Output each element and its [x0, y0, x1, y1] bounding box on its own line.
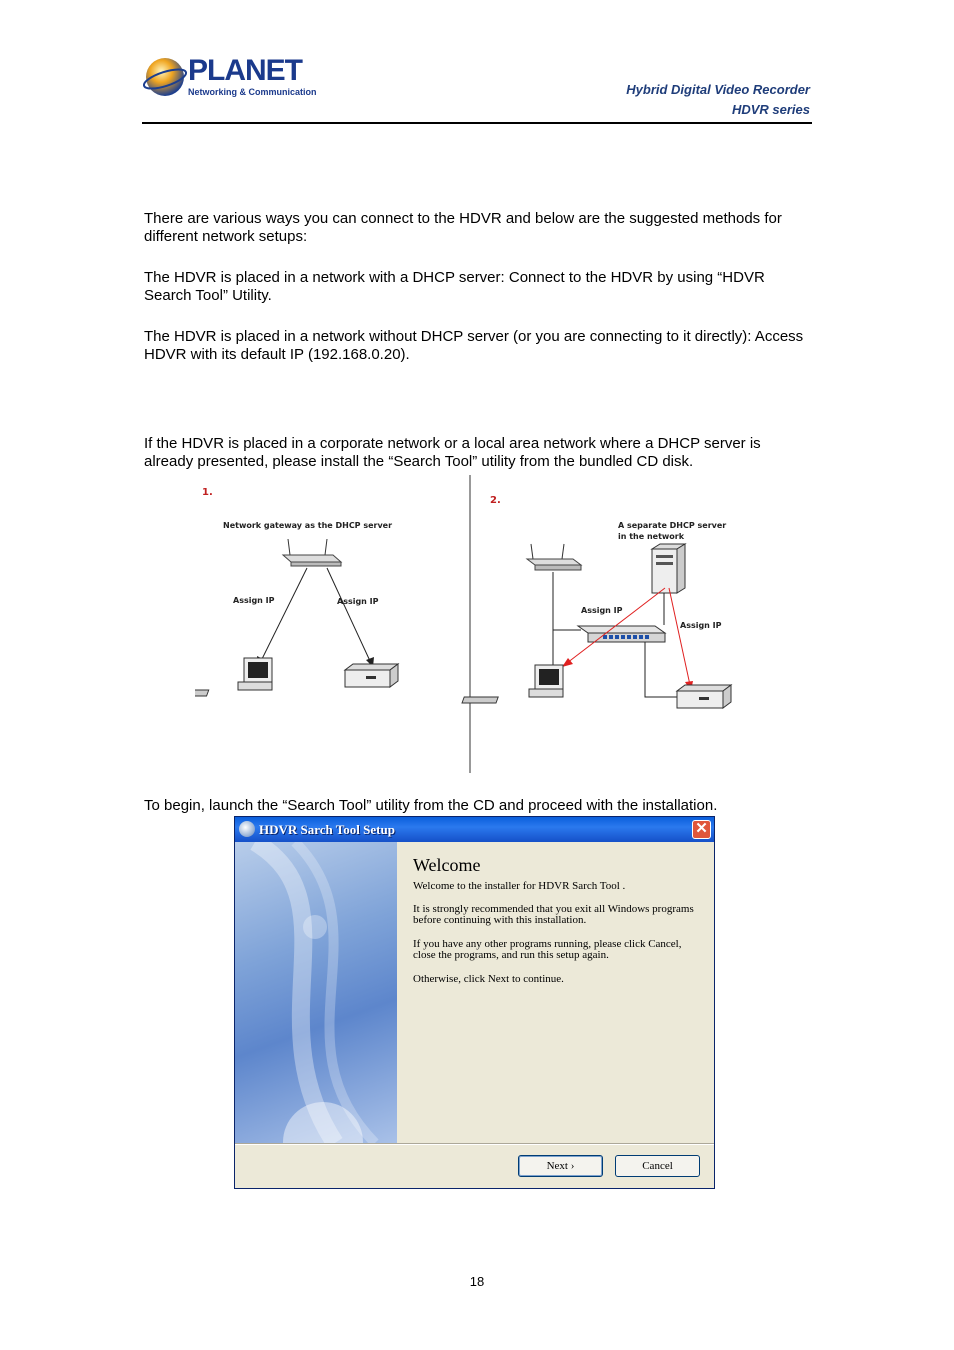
- dialog-title: HDVR Sarch Tool Setup: [259, 822, 395, 837]
- paragraph-corporate: If the HDVR is placed in a corporate network or a local area network where a DHCP server is already presented, please install the “Search Tool” utility from the bundled CD disk.: [144, 435, 761, 470]
- dialog-titlebar[interactable]: [235, 817, 714, 842]
- cancel-hint-line-1: If you have any other programs running, please click Cancel,: [413, 938, 682, 950]
- next-button[interactable]: Next ›: [518, 1155, 603, 1177]
- dvr-icon-2: [677, 685, 731, 708]
- logo-tagline: Networking & Communication: [188, 87, 317, 97]
- recommend-line-1: It is strongly recommended that you exit all Windows programs: [413, 903, 694, 915]
- logo-wordmark: PLANET: [188, 54, 302, 87]
- dialog-separator: [235, 1143, 714, 1145]
- diagram-right-label-b: Assign IP: [680, 621, 722, 630]
- diagram-right-number: 2.: [490, 495, 501, 506]
- header-subtitle: HDVR series: [731, 102, 810, 117]
- diagram-right-caption-2: in the network: [618, 532, 685, 541]
- paragraph-no-dhcp: The HDVR is placed in a network without DHCP server (or you are connecting to it directly): Access HDVR with its default IP (192.168.0.20).: [144, 328, 804, 363]
- paragraph-launch: To begin, launch the “Search Tool” utility from the CD and proceed with the installation.: [144, 797, 718, 814]
- diagram-left-label-a: Assign IP: [233, 596, 275, 605]
- dialog-content: [397, 842, 714, 1143]
- header-title: Hybrid Digital Video Recorder: [626, 82, 810, 97]
- router-icon-2: [527, 544, 581, 570]
- welcome-line: Welcome to the installer for HDVR Sarch Tool .: [413, 880, 626, 892]
- welcome-heading: Welcome: [413, 855, 481, 875]
- switch-icon: [578, 626, 665, 642]
- diagram-left-number: 1.: [202, 487, 213, 498]
- computer-icon-2: [462, 665, 563, 703]
- planet-logo-globe: [143, 55, 189, 101]
- dialog-side-banner: [235, 842, 397, 1143]
- server-icon: [652, 544, 685, 593]
- close-icon[interactable]: ✕: [692, 820, 711, 839]
- recommend-line-2: before continuing with this installation.: [413, 914, 587, 926]
- diagram-left-label-b: Assign IP: [337, 597, 379, 606]
- banner-swirl: [235, 842, 397, 1143]
- setup-dialog: [234, 816, 715, 1189]
- diagram-right-caption-1: A separate DHCP server: [618, 521, 727, 530]
- network-diagram: [195, 475, 755, 775]
- next-hint-line: Otherwise, click Next to continue.: [413, 973, 564, 985]
- dvr-icon: [345, 664, 398, 687]
- paragraph-dhcp: The HDVR is placed in a network with a DHCP server: Connect to the HDVR by using “HDVR Search Tool” Utility.: [144, 269, 765, 304]
- router-icon: [283, 539, 341, 566]
- cd-icon: [239, 821, 255, 837]
- cancel-button[interactable]: Cancel: [615, 1155, 700, 1177]
- computer-icon: [195, 658, 272, 696]
- diagram-right-label-a: Assign IP: [581, 606, 623, 615]
- paragraph-intro: There are various ways you can connect to the HDVR and below are the suggested methods for different network setups:: [144, 210, 782, 245]
- page-number: 18: [469, 1274, 485, 1289]
- header-rule: [142, 122, 812, 124]
- diagram-left-caption: Network gateway as the DHCP server: [223, 521, 393, 530]
- cancel-hint-line-2: close the programs, and run this setup again.: [413, 949, 609, 961]
